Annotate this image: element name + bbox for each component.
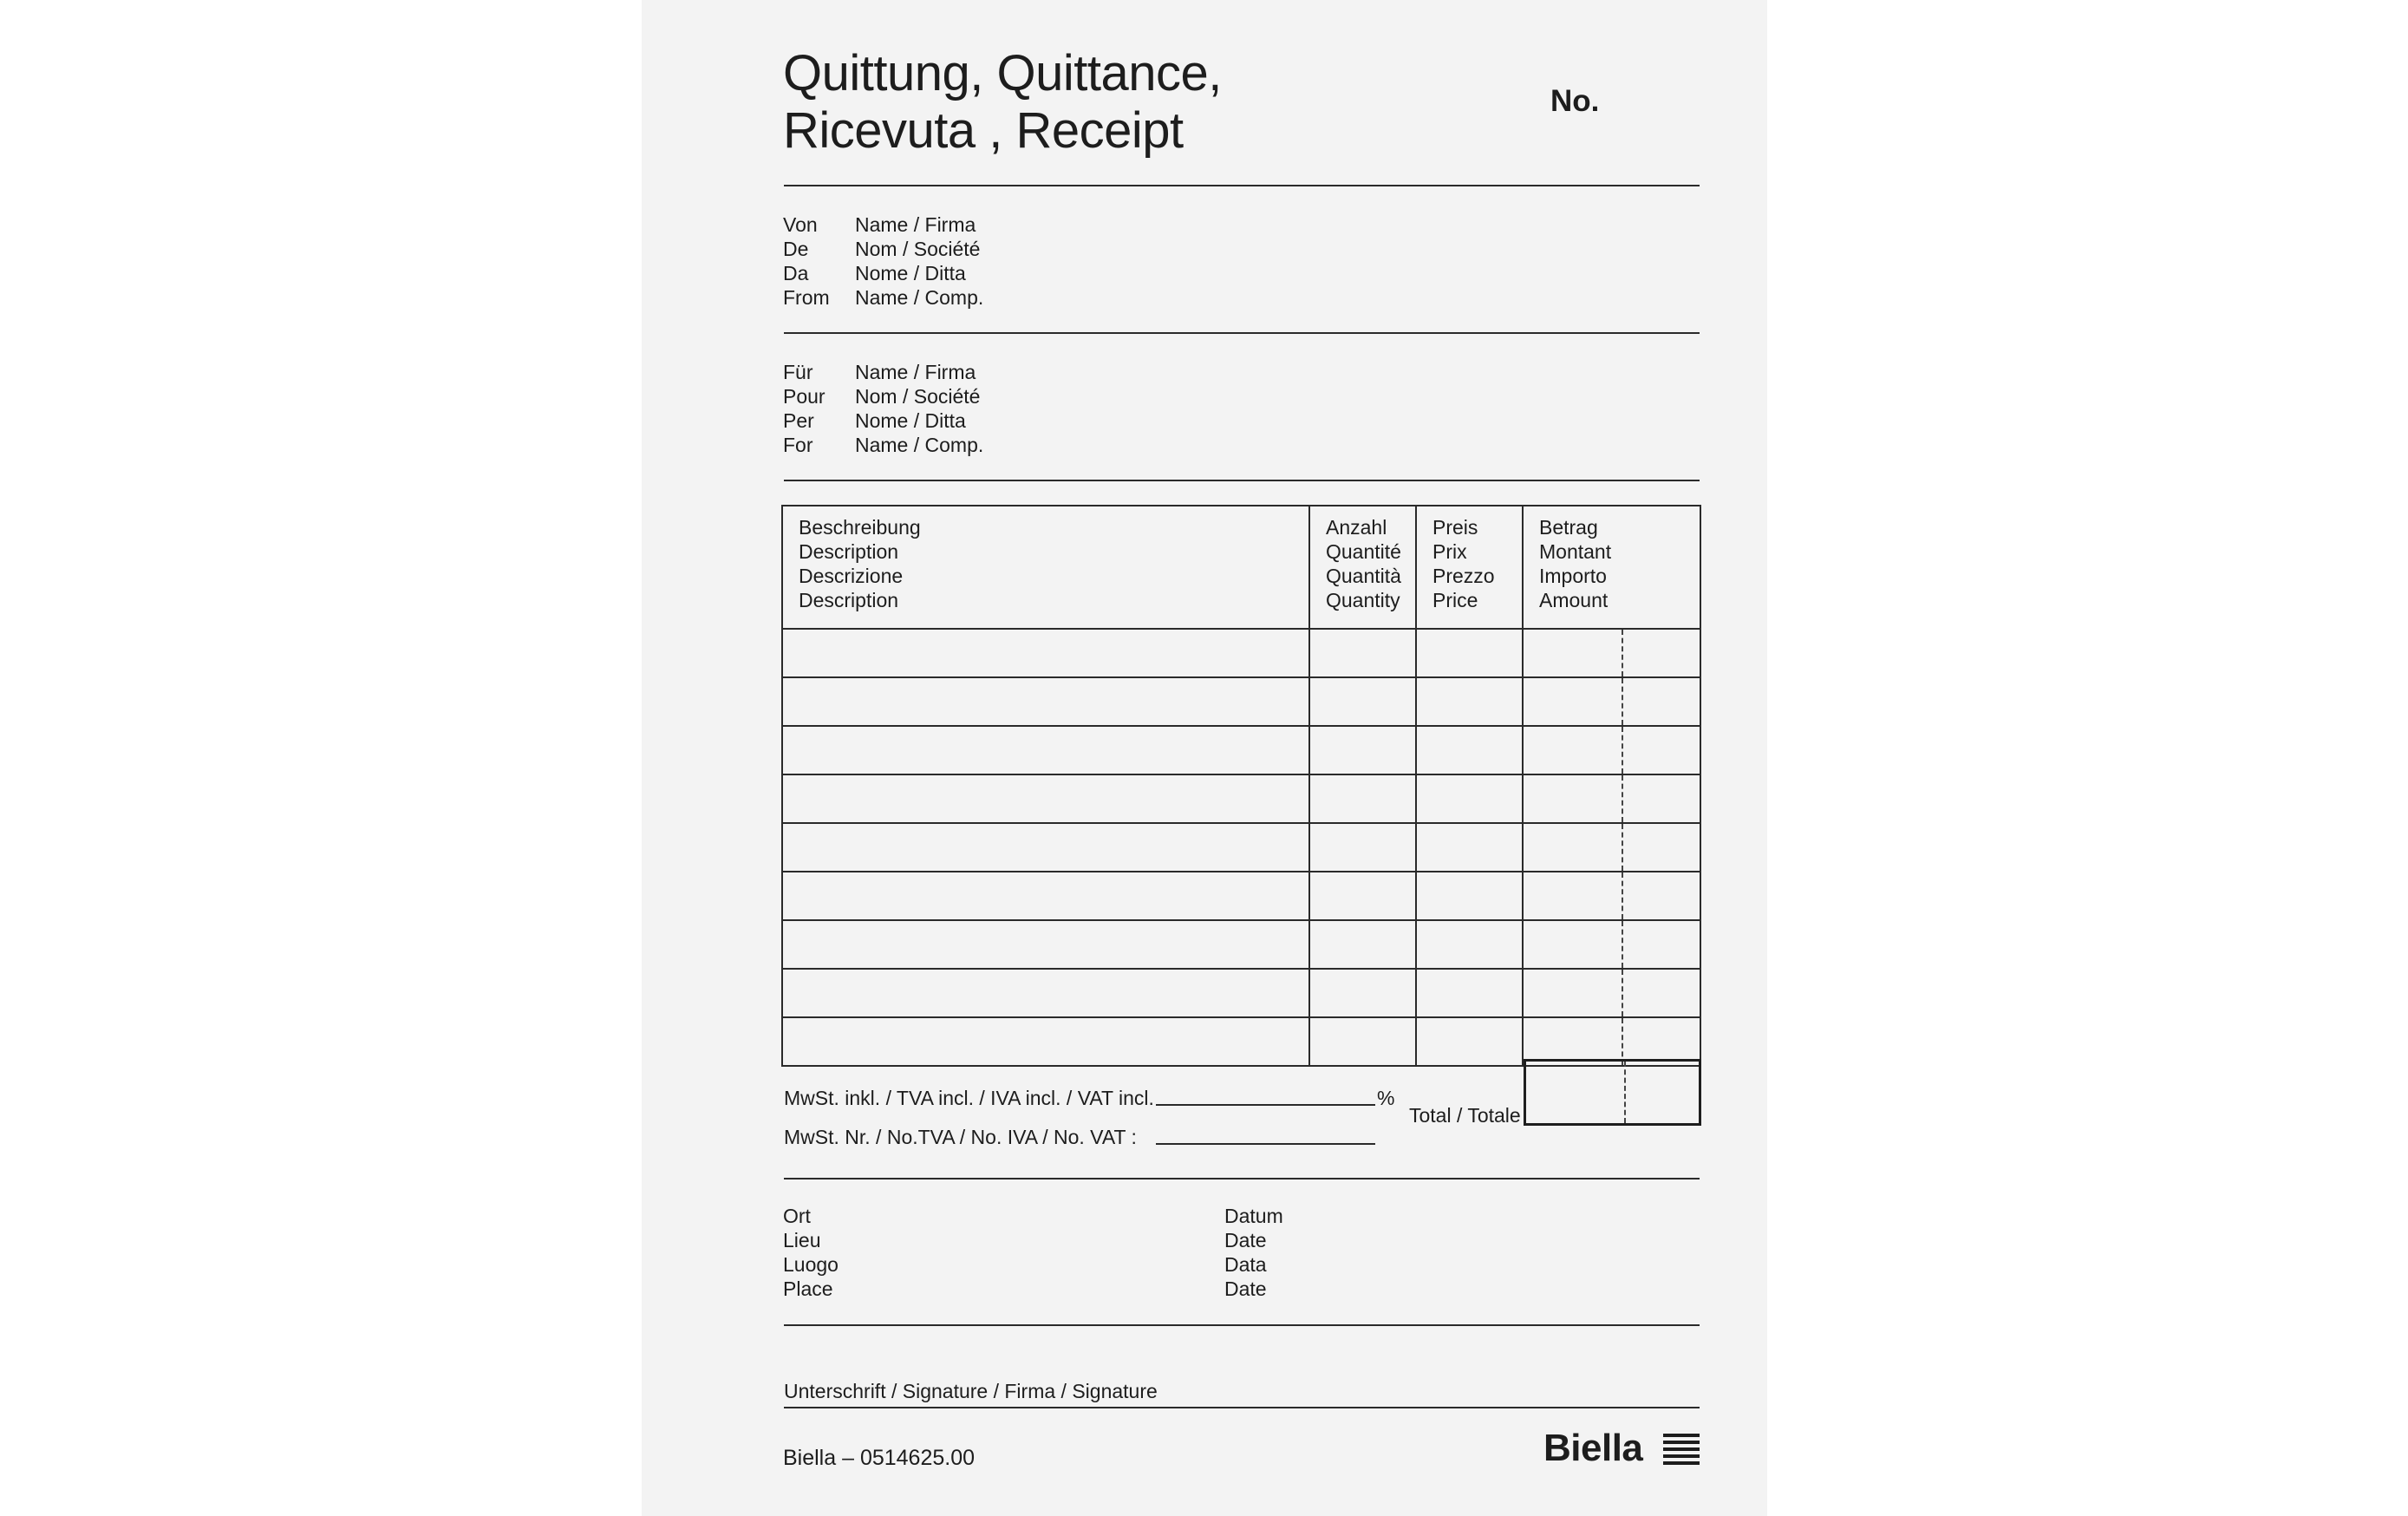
place-label-it: Luogo <box>783 1253 839 1276</box>
table-row <box>782 629 1700 677</box>
quantity-cell[interactable] <box>1309 726 1416 774</box>
brand-lines-icon <box>1663 1434 1700 1465</box>
from-label-en: From <box>783 286 830 309</box>
line-items-table <box>781 505 1701 1067</box>
header-line: Importo <box>1539 565 1607 587</box>
place-labels <box>783 1204 839 1301</box>
divider <box>784 332 1700 334</box>
amount-cell[interactable] <box>1523 823 1700 872</box>
receipt-number-label: No. <box>1550 84 1600 118</box>
header-line: Price <box>1432 589 1478 611</box>
table-row <box>782 677 1700 726</box>
quantity-cell[interactable] <box>1309 920 1416 969</box>
to-field-fr: Nom / Société <box>855 385 981 408</box>
header-line: Beschreibung <box>799 516 921 539</box>
vat-included-label: MwSt. inkl. / TVA incl. / IVA incl. / VAT incl. <box>784 1087 1154 1109</box>
description-cell[interactable] <box>782 872 1309 920</box>
header-line: Quantity <box>1326 589 1400 611</box>
to-labels <box>783 360 826 457</box>
product-code: Biella – 0514625.00 <box>783 1446 976 1470</box>
header-line: Prix <box>1432 540 1467 563</box>
quantity-cell[interactable] <box>1309 1017 1416 1066</box>
header-line: Quantité <box>1326 540 1401 563</box>
quantity-cell[interactable] <box>1309 629 1416 677</box>
date-label-fr: Date <box>1224 1229 1267 1251</box>
description-cell[interactable] <box>782 629 1309 677</box>
price-cell[interactable] <box>1416 726 1523 774</box>
table-row <box>782 774 1700 823</box>
header-line: Description <box>799 589 899 611</box>
column-header-price <box>1416 506 1523 629</box>
header-line: Preis <box>1432 516 1478 539</box>
date-label-it: Data <box>1224 1253 1267 1276</box>
description-cell[interactable] <box>782 677 1309 726</box>
to-field-it: Nome / Ditta <box>855 409 966 432</box>
date-label-de: Datum <box>1224 1205 1283 1227</box>
price-cell[interactable] <box>1416 774 1523 823</box>
place-label-fr: Lieu <box>783 1229 821 1251</box>
price-cell[interactable] <box>1416 677 1523 726</box>
header-line: Prezzo <box>1432 565 1495 587</box>
table-row <box>782 726 1700 774</box>
to-label-en: For <box>783 434 813 456</box>
date-labels <box>1224 1204 1283 1301</box>
vat-number-label: MwSt. Nr. / No.TVA / No. IVA / No. VAT : <box>784 1126 1137 1148</box>
divider <box>784 1324 1700 1326</box>
from-field-fr: Nom / Société <box>855 238 981 260</box>
amount-cell[interactable] <box>1523 629 1700 677</box>
to-label-it: Per <box>783 409 814 432</box>
header-line: Description <box>799 540 899 563</box>
form-title-line-1: Quittung, Quittance, <box>783 45 1222 101</box>
signature-line[interactable] <box>784 1407 1700 1408</box>
place-label-de: Ort <box>783 1205 811 1227</box>
column-header-description <box>782 506 1309 629</box>
from-field-de: Name / Firma <box>855 213 976 236</box>
to-fields <box>855 360 983 457</box>
header-line: Montant <box>1539 540 1612 563</box>
to-field-de: Name / Firma <box>855 361 976 383</box>
percent-sign: % <box>1377 1087 1395 1109</box>
quantity-cell[interactable] <box>1309 823 1416 872</box>
price-cell[interactable] <box>1416 920 1523 969</box>
column-header-amount <box>1523 506 1700 629</box>
total-label: Total / Totale <box>1409 1104 1521 1127</box>
description-cell[interactable] <box>782 823 1309 872</box>
amount-cell[interactable] <box>1523 920 1700 969</box>
header-line: Quantità <box>1326 565 1401 587</box>
header-line: Amount <box>1539 589 1609 611</box>
table-row <box>782 823 1700 872</box>
column-header-quantity <box>1309 506 1416 629</box>
header-line: Descrizione <box>799 565 904 587</box>
amount-cell[interactable] <box>1523 969 1700 1017</box>
date-label-en: Date <box>1224 1277 1267 1300</box>
quantity-cell[interactable] <box>1309 677 1416 726</box>
from-label-de: Von <box>783 213 818 236</box>
table-header-row <box>782 506 1700 629</box>
receipt-form-sheet <box>642 0 1767 1516</box>
to-field-en: Name / Comp. <box>855 434 984 456</box>
price-cell[interactable] <box>1416 1017 1523 1066</box>
description-cell[interactable] <box>782 726 1309 774</box>
header-line: Anzahl <box>1326 516 1387 539</box>
quantity-cell[interactable] <box>1309 872 1416 920</box>
description-cell[interactable] <box>782 774 1309 823</box>
brand-logo-text: Biella <box>1543 1427 1643 1469</box>
divider <box>784 1178 1700 1179</box>
quantity-cell[interactable] <box>1309 969 1416 1017</box>
quantity-cell[interactable] <box>1309 774 1416 823</box>
place-label-en: Place <box>783 1277 833 1300</box>
vat-rate-input-line[interactable] <box>1156 1104 1375 1106</box>
price-cell[interactable] <box>1416 629 1523 677</box>
description-cell[interactable] <box>782 1017 1309 1066</box>
signature-label: Unterschrift / Signature / Firma / Signature <box>784 1380 1158 1402</box>
header-line: Betrag <box>1539 516 1598 539</box>
amount-cell[interactable] <box>1523 774 1700 823</box>
amount-cell[interactable] <box>1523 726 1700 774</box>
to-label-de: Für <box>783 361 813 383</box>
from-labels <box>783 212 830 310</box>
table-row <box>782 920 1700 969</box>
from-fields <box>855 212 983 310</box>
price-cell[interactable] <box>1416 872 1523 920</box>
description-cell[interactable] <box>782 920 1309 969</box>
table-row <box>782 872 1700 920</box>
table-row <box>782 969 1700 1017</box>
from-field-en: Name / Comp. <box>855 286 984 309</box>
vat-number-input-line[interactable] <box>1156 1143 1375 1145</box>
from-label-it: Da <box>783 262 809 284</box>
amount-cell[interactable] <box>1523 677 1700 726</box>
divider <box>784 480 1700 481</box>
description-cell[interactable] <box>782 969 1309 1017</box>
divider <box>784 185 1700 186</box>
to-label-fr: Pour <box>783 385 826 408</box>
price-cell[interactable] <box>1416 969 1523 1017</box>
from-label-fr: De <box>783 238 809 260</box>
total-amount-box[interactable] <box>1524 1059 1701 1126</box>
line-items-body <box>782 629 1700 1066</box>
form-title-line-2: Ricevuta , Receipt <box>783 102 1184 159</box>
price-cell[interactable] <box>1416 823 1523 872</box>
from-field-it: Nome / Ditta <box>855 262 966 284</box>
amount-cell[interactable] <box>1523 872 1700 920</box>
